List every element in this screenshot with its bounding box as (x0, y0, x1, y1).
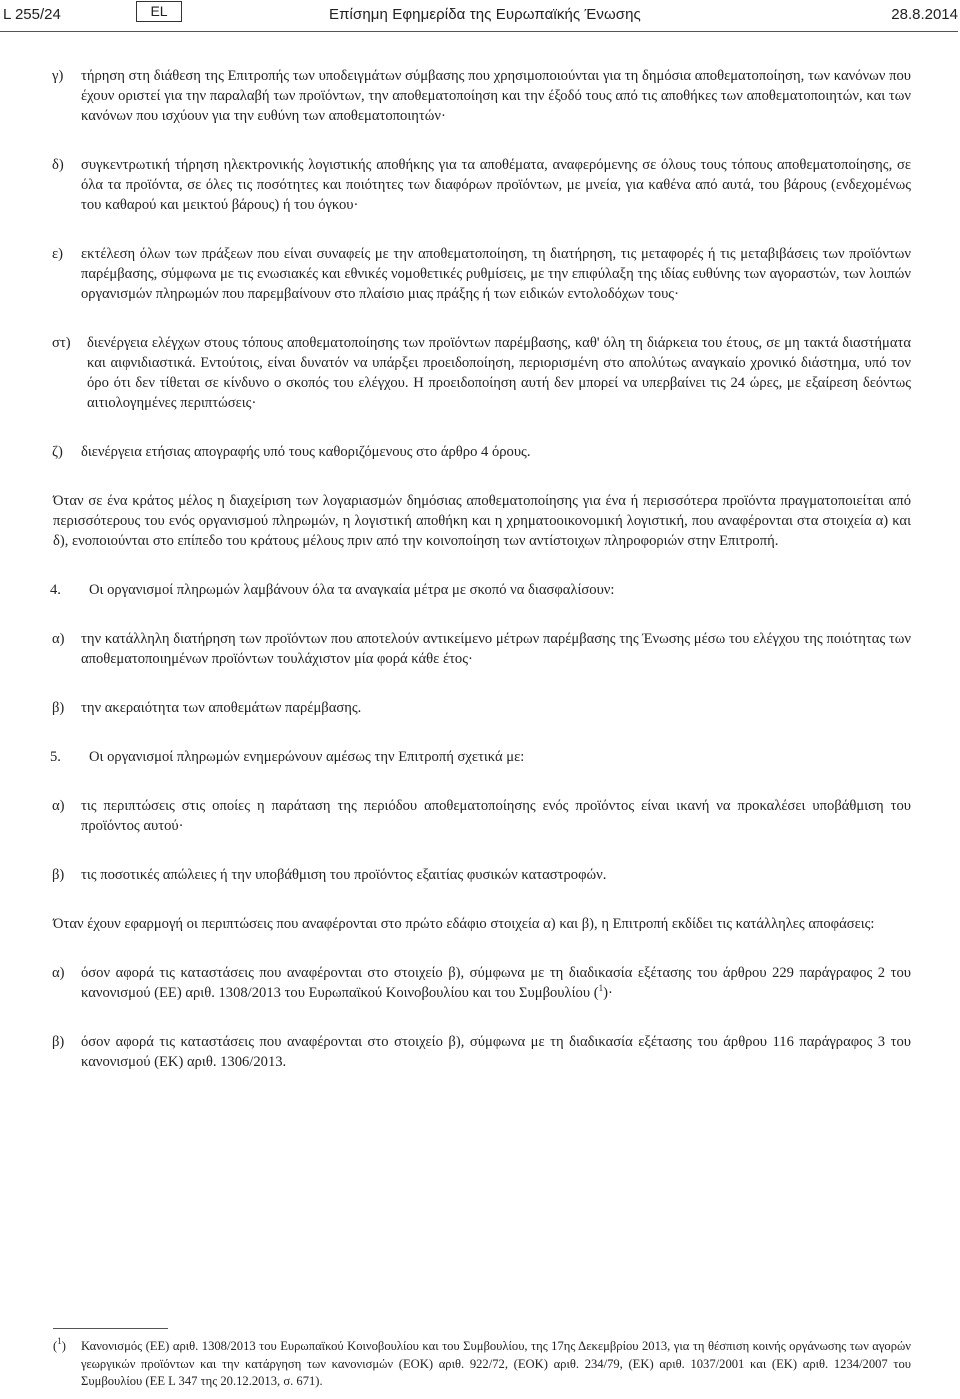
list-item (53, 865, 911, 885)
list-item (53, 796, 911, 836)
list-item-label: στ) (52, 335, 71, 351)
list-item (53, 333, 911, 413)
header-rule (0, 31, 958, 32)
list-item-text: τήρηση στη διάθεση της Επιτροπής των υποδειγμάτων σύμβασης που χρησιμοποιούνται για τη δημόσια αποθεματοποίηση, των κανόνων που έχουν οριστεί για την παραλαβή των προϊόντων, την αποθεματοποίηση και την έξοδό τους από τις αποθήκες των αποθεματοποιητών, και των κανόνων που ισχύουν για την ευθύνη των αποθεματοποιητών· (81, 68, 911, 124)
section-number: 5. (50, 749, 61, 765)
list-item-label: δ) (52, 157, 64, 173)
list-item-text (81, 963, 911, 1003)
list-item-text: την κατάλληλη διατήρηση των προϊόντων που αποτελούν αντικείμενο μέτρων παρέμβασης της Ένωσης μέσω του ελέγχου της ποιότητας των αποθεματοποιημένων προϊόντων τουλάχιστον μία φορά κάθε έτος· (81, 631, 911, 667)
section-4-heading (50, 580, 911, 600)
list-item-label: β) (52, 700, 65, 716)
list-item (53, 442, 911, 462)
page-reference: L 255/24 (3, 6, 61, 23)
list-item-label: ε) (52, 246, 63, 262)
list-item-text: διενέργεια ελέγχων στους τόπους αποθεματοποίησης των προϊόντων παρέμβασης, καθ' όλη τη διάρκεια του έτους, σε μη τακτά διαστήματα και αιφνιδιαστικά. Εντούτοις, είναι δυνατόν να υπάρξει προειδοποίηση, περιορισμένη στο απολύτως αναγκαίο χρονικό διάστημα, υπό τον όρο ότι δεν τίθεται σε κίνδυνο ο σκοπός του ελέγχου. Η προειδοποίηση αυτή δεν μπορεί να υπερβαίνει τις 24 ώρες, με εξαίρεση δεόντως αιτιολογημένες περιπτώσεις· (87, 335, 911, 411)
journal-title: Επίσημη Εφημερίδα της Ευρωπαϊκής Ένωσης (329, 6, 641, 23)
list-item (53, 698, 911, 718)
body-paragraph: Όταν σε ένα κράτος μέλος η διαχείριση των λογαριασμών δημόσιας αποθεματοποίησης για ένα ή περισσότερα προϊόντα πραγματοποιείται από περισσότερους του ενός οργανισμού πληρωμών, η λογιστική αποθήκη και η χρηματοοικονομική λογιστική, που αναφέρονται στα στοιχεία α) και δ), ενοποιούνται στο επίπεδο του κράτους μέλους πριν από την κοινοποίηση των αντίστοιχων πληροφοριών στην Επιτροπή. (53, 493, 911, 549)
footnote-reference[interactable]: 1 (598, 983, 604, 993)
item-text-end: )· (603, 985, 613, 1001)
list-item-label: β) (52, 1034, 65, 1050)
list-item-text: την ακεραιότητα των αποθεμάτων παρέμβασης. (81, 700, 362, 716)
list-item-label: α) (52, 631, 65, 647)
list-item-label: β) (52, 867, 65, 883)
footnote-paren-close: ) (61, 1339, 66, 1353)
footnote-paren-open: ( (53, 1339, 58, 1353)
footnote-number: 1 (57, 1336, 62, 1346)
section-text: Οι οργανισμοί πληρωμών ενημερώνουν αμέσως την Επιτροπή σχετικά με: (89, 749, 525, 765)
list-item-label: γ) (52, 68, 64, 84)
page-header (0, 0, 960, 34)
section-5-heading (50, 747, 911, 767)
footnote-rule (53, 1328, 168, 1329)
footnote (53, 1338, 911, 1391)
list-item (53, 66, 911, 126)
list-item-text: τις περιπτώσεις στις οποίες η παράταση της περιόδου αποθεματοποίησης ενός προϊόντος είναι ικανή να προκαλέσει υποβάθμιση του προϊόντος αυτού· (81, 798, 911, 834)
publication-date: 28.8.2014 (891, 6, 958, 23)
body-paragraph: Όταν έχουν εφαρμογή οι περιπτώσεις που αναφέρονται στο πρώτο εδάφιο στοιχεία α) και β), η Επιτροπή εκδίδει τις κατάλληλες αποφάσεις: (53, 916, 875, 932)
list-item-text: εκτέλεση όλων των πράξεων που είναι συναφείς με την αποθεματοποίηση, τη διατήρηση, τις μεταφορές ή τις μεταβιβάσεις των προϊόντων παρέμβασης, σύμφωνα με τις ενωσιακές και εθνικές νομοθετικές ρυθμίσεις, με την επιφύλαξη της ιδίας ευθύνης των αγοραστών, των λοιπών οργανισμών πληρωμών που παρεμβαίνουν στο πλαίσιο μιας πράξης ή των ειδικών εντολοδόχων τους· (81, 246, 911, 302)
document-body (50, 66, 911, 1101)
list-item-label: ζ) (52, 444, 63, 460)
footnote-label (53, 1338, 66, 1356)
item-text: όσον αφορά τις καταστάσεις που αναφέρονται στο στοιχείο β), σύμφωνα με τη διαδικασία εξέτασης του άρθρου 229 παράγραφος 2 του κανονισμού (ΕΕ) αριθ. 1308/2013 του Ευρωπαϊκού Κοινοβουλίου και του Συμβουλίου ( (81, 965, 911, 1001)
section-text: Οι οργανισμοί πληρωμών λαμβάνουν όλα τα αναγκαία μέτρα με σκοπό να διασφαλίσουν: (89, 582, 615, 598)
list-item-text: τις ποσοτικές απώλειες ή την υποβάθμιση του προϊόντος εξαιτίας φυσικών καταστροφών. (81, 867, 607, 883)
list-item-label: α) (52, 798, 65, 814)
list-item (53, 155, 911, 215)
list-item-text: διενέργεια ετήσιας απογραφής υπό τους καθοριζόμενους στο άρθρο 4 όρους. (81, 444, 531, 460)
list-item-label: α) (52, 965, 65, 981)
list-item (53, 629, 911, 669)
list-item (53, 963, 911, 1003)
list-item (53, 1032, 911, 1072)
footnote-text: Κανονισμός (ΕΕ) αριθ. 1308/2013 του Ευρωπαϊκού Κοινοβουλίου και του Συμβουλίου, της 17ης Δεκεμβρίου 2013, για τη θέσπιση κοινής οργάνωσης των αγορών γεωργικών προϊόντων και την κατάργηση των κανονισμών (ΕΟΚ) αριθ. 922/72, (ΕΟΚ) αριθ. 234/79, (ΕΚ) αριθ. 1037/2001 και (ΕΚ) αριθ. 1234/2007 του Συμβουλίου (ΕΕ L 347 της 20.12.2013, σ. 671). (81, 1339, 911, 1388)
section-number: 4. (50, 582, 61, 598)
list-item-text: όσον αφορά τις καταστάσεις που αναφέρονται στο στοιχείο β), σύμφωνα με τη διαδικασία εξέτασης του άρθρου 116 παράγραφος 3 του κανονισμού (ΕΚ) αριθ. 1306/2013. (81, 1034, 911, 1070)
list-item-text: συγκεντρωτική τήρηση ηλεκτρονικής λογιστικής αποθήκης για τα αποθέματα, αναφερόμενης σε όλους τους τόπους αποθεματοποίησης, σε όλα τα προϊόντα, σε όλες τις ποσότητες και ποιότητες των διαφόρων προϊόντων, με μνεία, για καθένα από αυτά, του βάρους (ενδεχομένως του καθαρού και μεικτού βάρους) ή του όγκου· (81, 157, 911, 213)
language-badge: EL (136, 1, 182, 22)
list-item (53, 244, 911, 304)
